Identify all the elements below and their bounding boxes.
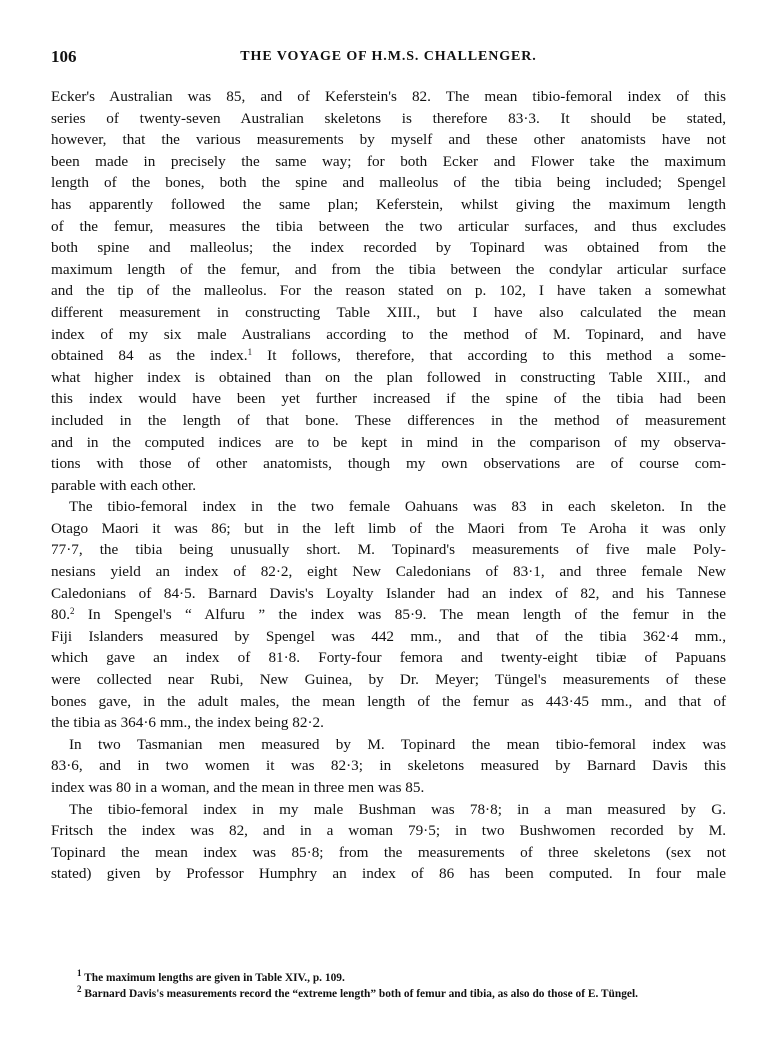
text-line: In two Tasmanian men measured by M. Topinard the mean tibio-femoral index was (69, 735, 726, 753)
text-line: 83·6, and in two women it was 82·3; in skeletons measured by Barnard Davis this (51, 757, 726, 775)
text-run: It follows, therefore, that according to this method a some- (252, 347, 726, 365)
text-line: nesians yield an index of 82·2, eight New Caledonians of 83·1, and three female New (51, 563, 726, 581)
text-run: In Spengel's “ Alfuru ” the index was 85·9. The mean length of the femur in the (74, 606, 726, 624)
text-line: index was 80 in a woman, and the mean in three men was 85. (51, 779, 425, 796)
text-line: both spine and malleolus; the index recorded by Topinard was obtained from the (51, 239, 726, 257)
footnote-marker: 1 (77, 968, 82, 978)
text-line: The tibio-femoral index in my male Bushman was 78·8; in a man measured by G. (69, 800, 726, 818)
text-line: Otago Maori it was 86; but in the left limb of the Maori from Te Aroha it was only (51, 519, 726, 537)
text-line: were collected near Rubi, New Guinea, by Dr. Meyer; Tüngel's measurements of these (51, 671, 726, 689)
text-line: Fiji Islanders measured by Spengel was 442 mm., and that of the tibia 362·4 mm., (51, 627, 726, 645)
footnotes (51, 970, 741, 1002)
text-line: stated) given by Professor Humphry an index of 86 has been computed. In four male (51, 865, 726, 883)
page-number: 106 (51, 47, 77, 66)
body-text (51, 86, 726, 885)
text-line: the tibia as 364·6 mm., the index being 82·2. (51, 714, 324, 732)
text-line: 77·7, the tibia being unusually short. M. Topinard's measurements of five male Poly- (51, 541, 726, 559)
text-run: 80. (51, 606, 70, 624)
text-line: and in the computed indices are to be kept in mind in the comparison of my observa- (51, 433, 726, 451)
text-line: has apparently followed the same plan; Keferstein, whilst giving the maximum length (51, 195, 726, 213)
text-line: maximum length of the femur, and from the tibia between the condylar articular surface (51, 260, 726, 278)
text-line: this index would have been yet further increased if the spine of the tibia had been (51, 390, 726, 408)
text-line: Fritsch the index was 82, and in a woman 79·5; in two Bushwomen recorded by M. (51, 822, 726, 840)
footnote-text: The maximum lengths are given in Table XIV., p. 109. (84, 972, 345, 984)
running-title: THE VOYAGE OF H.M.S. CHALLENGER. (240, 49, 537, 64)
text-line: what higher index is obtained than on the plan followed in constructing Table XIII., and (51, 368, 726, 386)
text-line: however, that the various measurements by myself and these other anatomists have not (51, 131, 726, 149)
text-line (51, 604, 726, 626)
text-run: obtained 84 as the index. (51, 347, 248, 365)
page-header (51, 47, 726, 71)
text-line: bones gave, in the adult males, the mean length of the femur as 443·45 mm., and that of (51, 692, 726, 710)
text-line: index of my six male Australians according to the method of M. Topinard, and have (51, 325, 726, 343)
text-line: The tibio-femoral index in the two female Oahuans was 83 in each skeleton. In the (69, 498, 726, 516)
text-line: which gave an index of 81·8. Forty-four femora and twenty-eight tibiæ of Papuans (51, 649, 726, 667)
text-line: Ecker's Australian was 85, and of Keferstein's 82. The mean tibio-femoral index of this (51, 88, 726, 105)
text-line: Topinard the mean index was 85·8; from the measurements of three skeletons (sex not (51, 843, 726, 861)
footnote-ref: 1 (247, 347, 253, 358)
footnote-ref: 2 (69, 606, 75, 617)
text-line: of the femur, measures the tibia between the two articular surfaces, and thus excludes (51, 217, 726, 235)
text-line: length of the bones, both the spine and malleolus of the tibia being included; Spengel (51, 174, 726, 192)
text-line (51, 345, 726, 367)
footnote (51, 986, 741, 1002)
text-line: included in the length of that bone. These differences in the method of measurement (51, 411, 726, 429)
text-line: tions with those of other anatomists, though my own observations are of course com- (51, 455, 726, 473)
text-line: parable with each other. (51, 476, 197, 494)
footnote (51, 970, 741, 986)
text-line: series of twenty-seven Australian skeletons is therefore 83·3. It should be stated, (51, 109, 726, 127)
footnote-text: Barnard Davis's measurements record the “extreme length” both of femur and tibia, as also do those of E. Tüngel. (84, 988, 638, 1000)
text-line: Caledonians of 84·5. Barnard Davis's Loyalty Islander had an index of 82, and his Tannese (51, 584, 726, 602)
text-line: different measurement in constructing Table XIII., but I have also calculated the mean (51, 303, 726, 321)
text-line: and the tip of the malleolus. For the reason stated on p. 102, I have taken a somewhat (51, 282, 726, 300)
footnote-marker: 2 (77, 984, 82, 994)
text-line: been made in precisely the same way; for both Ecker and Flower take the maximum (51, 152, 726, 170)
